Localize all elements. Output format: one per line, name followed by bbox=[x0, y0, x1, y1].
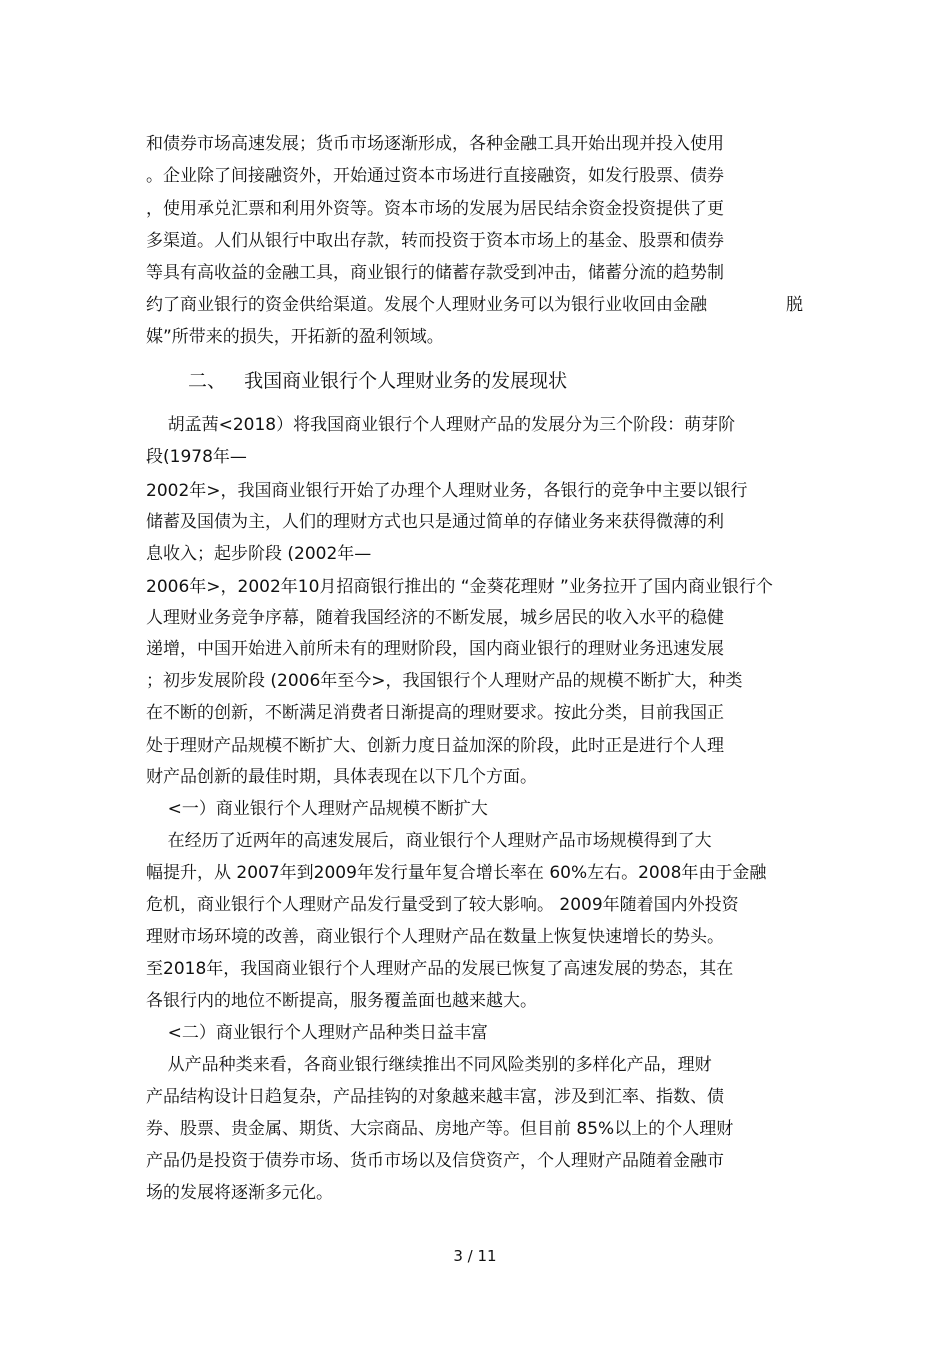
line-end-fragment: 脱 bbox=[786, 295, 803, 315]
body-line: 至2018年，我国商业银行个人理财产品的发展已恢复了高速发展的势态，其在 bbox=[146, 959, 734, 979]
body-line: 危机，商业银行个人理财产品发行量受到了较大影响。 2009年随着国内外投资 bbox=[146, 895, 739, 915]
body-line: 储蓄及国债为主，人们的理财方式也只是通过简单的存储业务来获得微薄的利 bbox=[146, 512, 724, 532]
body-line: 约了商业银行的资金供给渠道。发展个人理财业务可以为银行业收回由金融 bbox=[146, 295, 707, 315]
body-line: 在经历了近两年的高速发展后，商业银行个人理财产品市场规模得到了大 bbox=[146, 831, 712, 851]
body-line: 段(1978年— bbox=[146, 447, 247, 467]
body-line: 等具有高收益的金融工具，商业银行的储蓄存款受到冲击，储蓄分流的趋势制 bbox=[146, 263, 724, 283]
body-line: 人理财业务竞争序幕，随着我国经济的不断发展，城乡居民的收入水平的稳健 bbox=[146, 608, 724, 628]
body-line: 和债券市场高速发展；货币市场逐渐形成，各种金融工具开始出现并投入使用 bbox=[146, 134, 724, 154]
body-line: 场的发展将逐渐多元化。 bbox=[146, 1183, 333, 1203]
body-line: 息收入；起步阶段 (2002年— bbox=[146, 544, 372, 564]
body-line: 媒”所带来的损失，开拓新的盈利领域。 bbox=[146, 327, 444, 347]
body-line: 各银行内的地位不断提高，服务覆盖面也越来越大。 bbox=[146, 991, 537, 1011]
body-line: ；初步发展阶段 (2006年至今>，我国银行个人理财产品的规模不断扩大，种类 bbox=[146, 671, 743, 691]
body-line: 券、股票、贵金属、期货、大宗商品、房地产等。但目前 85%以上的个人理财 bbox=[146, 1119, 734, 1139]
page-number: 3 / 11 bbox=[453, 1247, 497, 1265]
body-line: 财产品创新的最佳时期，具体表现在以下几个方面。 bbox=[146, 767, 537, 787]
body-line: 递增，中国开始进入前所未有的理财阶段，国内商业银行的理财业务迅速发展 bbox=[146, 639, 724, 659]
body-line: ，使用承兑汇票和利用外资等。资本市场的发展为居民结余资金投资提供了更 bbox=[146, 199, 724, 219]
body-line: 胡孟茜<2018）将我国商业银行个人理财产品的发展分为三个阶段：萌芽阶 bbox=[146, 415, 736, 435]
body-line: 处于理财产品规模不断扩大、创新力度日益加深的阶段，此时正是进行个人理 bbox=[146, 736, 724, 756]
section-heading: 二、 我国商业银行个人理财业务的发展现状 bbox=[188, 370, 568, 392]
body-line: 产品结构设计日趋复杂，产品挂钩的对象越来越丰富，涉及到汇率、指数、债 bbox=[146, 1087, 724, 1107]
subheading-line: <一）商业银行个人理财产品规模不断扩大 bbox=[146, 799, 488, 819]
body-line: 幅提升，从 2007年到2009年发行量年复合增长率在 60%左右。2008年由于金融 bbox=[146, 863, 767, 883]
body-line: 产品仍是投资于债券市场、货币市场以及信贷资产，个人理财产品随着金融市 bbox=[146, 1151, 724, 1171]
body-line: 2006年>，2002年10月招商银行推出的 “金葵花理财 ”业务拉开了国内商业银行个 bbox=[146, 577, 773, 597]
body-line: 理财市场环境的改善，商业银行个人理财产品在数量上恢复快速增长的势头。 bbox=[146, 927, 724, 947]
subheading-line: <二）商业银行个人理财产品种类日益丰富 bbox=[146, 1023, 488, 1043]
body-line: 从产品种类来看，各商业银行继续推出不同风险类别的多样化产品，理财 bbox=[146, 1055, 712, 1075]
body-line: 多渠道。人们从银行中取出存款，转而投资于资本市场上的基金、股票和债券 bbox=[146, 231, 724, 251]
body-line: 在不断的创新，不断满足消费者日渐提高的理财要求。按此分类，目前我国正 bbox=[146, 703, 724, 723]
body-line: 。企业除了间接融资外，开始通过资本市场进行直接融资，如发行股票、债券 bbox=[146, 166, 724, 186]
body-line: 2002年>，我国商业银行开始了办理个人理财业务，各银行的竞争中主要以银行 bbox=[146, 481, 748, 501]
